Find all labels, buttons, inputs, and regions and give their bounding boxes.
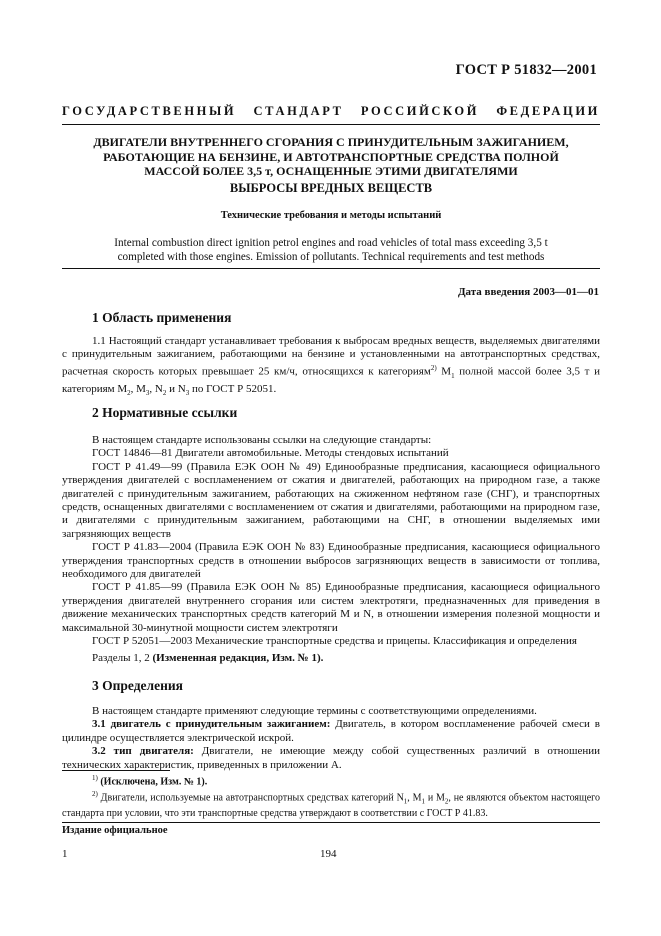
s2-intro: В настоящем стандарте использованы ссылки на следующие стандарты: bbox=[92, 434, 432, 446]
footnote-text: Двигатели, используемые на автотранспортных средствах категорий N bbox=[97, 792, 404, 804]
title-line: ДВИГАТЕЛИ ВНУТРЕННЕГО СГОРАНИЯ С ПРИНУДИТЕЛЬНЫМ ЗАЖИГАНИЕМ, bbox=[93, 135, 569, 149]
title-line: РАБОТАЮЩИЕ НА БЕНЗИНЕ, И АВТОТРАНСПОРТНЫЕ СРЕДСТВА ПОЛНОЙ bbox=[103, 149, 559, 164]
term-definition: Двигатели, не имеющие между собой существенных различий в отношении технических характеристик, приведенных в приложении А. bbox=[62, 745, 600, 771]
reference-item: ГОСТ 14846—81 Двигатели автомобильные. Методы стендовых испытаний bbox=[92, 447, 449, 460]
section-1-heading: 1 Область применения bbox=[92, 310, 232, 325]
term-1 bbox=[62, 718, 600, 745]
s3-intro: В настоящем стандарте применяют следующие термины с соответствующими определениями. bbox=[92, 705, 537, 717]
footnote-2 bbox=[62, 788, 600, 819]
tech-requirements: Технические требования и методы испытаний bbox=[220, 210, 442, 221]
section-2-body bbox=[62, 434, 600, 665]
term-definition: Двигатель, в котором воспламенение рабочей смеси в цилиндре осуществляется электрической искрой. bbox=[62, 718, 600, 744]
footnote-text: , M bbox=[407, 792, 422, 804]
banner-word: СТАНДАРТ bbox=[253, 104, 344, 118]
s1-text: 1.1 Настоящий стандарт устанавливает требования к выбросам вредных веществ, выделяемых двигателями с принудительным зажиганием, работающими на бензине и установленными на автотранспортных средствах, расчетная скорость которых превышает 25 км/ч, относящихся к категориям bbox=[62, 335, 600, 378]
s1-text: полной массой более 3,5 т и категориям М bbox=[62, 365, 600, 396]
term-2 bbox=[62, 745, 600, 772]
s1-sub: 3 bbox=[145, 389, 150, 398]
page-left-number: 1 bbox=[62, 848, 68, 860]
banner-word: РОССИЙСКОЙ bbox=[360, 104, 480, 118]
term-name: 3.2 тип двигателя: bbox=[92, 745, 194, 758]
banner-word: ФЕДЕРАЦИИ bbox=[496, 104, 600, 118]
footnote-mark: 1) bbox=[92, 774, 98, 782]
s1-text: по ГОСТ Р 52051. bbox=[189, 383, 277, 396]
s1-sub: 3 bbox=[185, 389, 190, 398]
title-rule bbox=[62, 268, 600, 269]
section-1-text bbox=[62, 335, 600, 401]
amendment-note bbox=[62, 652, 600, 665]
document-subtitle: ВЫБРОСЫ ВРЕДНЫХ ВЕЩЕСТВ bbox=[229, 181, 433, 195]
footnote-1 bbox=[62, 772, 600, 788]
doc-code: ГОСТ Р 51832—2001 bbox=[455, 62, 597, 78]
section-3-body bbox=[62, 705, 600, 772]
reference-item: ГОСТ Р 41.85—99 (Правила ЕЭК ООН № 85) Единообразные предписания, касающиеся официального утверждения двигателей внутреннего сгорания или систем электротяги, предназначенных для приведения в движение механических транспортных средств категорий М и N, в отношении измерения полезной мощности и максимальной 30-минутной мощности систем электротяги bbox=[62, 581, 600, 634]
footnote-text: , не являются объектом настоящего стандарта при условии, что эти транспортные средства утверждают в соответствии с ГОСТ Р 41.83. bbox=[62, 792, 601, 819]
footnote-sub: 1 bbox=[421, 797, 426, 806]
edition-label: Издание официальное bbox=[62, 825, 168, 836]
section-2-heading: 2 Нормативные ссылки bbox=[92, 405, 238, 420]
english-title bbox=[70, 236, 592, 264]
standard-banner bbox=[62, 104, 600, 119]
s1-sub: 2 bbox=[127, 389, 131, 398]
footnote-text: и M bbox=[425, 792, 445, 804]
footnote-ref: 2) bbox=[430, 363, 437, 372]
s1-text: , N bbox=[149, 383, 163, 396]
reference-item: ГОСТ Р 52051—2003 Механические транспортные средства и прицепы. Классификация и определения bbox=[92, 635, 577, 648]
edition-rule bbox=[62, 822, 600, 823]
intro-date: Дата введения 2003—01—01 bbox=[457, 286, 599, 298]
english-line: completed with those engines. Emission of pollutants. Technical requirements and test methods bbox=[117, 251, 545, 263]
s1-text: , М bbox=[130, 383, 146, 396]
s1-sub: 1 bbox=[451, 371, 455, 380]
note-bold: (Измененная редакция, Изм. № 1). bbox=[152, 651, 324, 664]
banner-rule bbox=[62, 124, 600, 125]
reference-item: ГОСТ Р 41.49—99 (Правила ЕЭК ООН № 49) Единообразные предписания, касающиеся официального утверждения двигателей с воспламенением от сжатия и двигателей, работающих на природном газе, а также двигателей с принудительным зажиганием, работающих на сжиженном нефтяном газе (СНГ), и транспортных средств, оснащенных двигателями с воспламенением от сжатия и двигателями, работающими на природном газе, и двигателями с принудительным зажиганием, работающими на СНГ, в отношении выделяемых ими загрязняющих веществ bbox=[62, 460, 600, 540]
footnotes bbox=[62, 772, 600, 820]
english-line: Internal combustion direct ignition petrol engines and road vehicles of total mass exceeding 3,5 t bbox=[114, 237, 548, 249]
document-title bbox=[70, 135, 592, 179]
s1-sub: 2 bbox=[162, 389, 167, 398]
s1-text: и N bbox=[166, 383, 186, 396]
banner-word: ГОСУДАРСТВЕННЫЙ bbox=[62, 104, 237, 118]
term-name: 3.1 двигатель с принудительным зажиганием: bbox=[92, 718, 331, 731]
footnote-sub: 1 bbox=[403, 797, 408, 806]
footnote-rule bbox=[62, 770, 170, 771]
footnote-sub: 2 bbox=[444, 797, 449, 806]
s1-text: М bbox=[441, 365, 452, 378]
title-line: МАССОЙ БОЛЕЕ 3,5 т, ОСНАЩЕННЫЕ ЭТИМИ ДВИГАТЕЛЯМИ bbox=[144, 164, 518, 178]
footnote-mark: 2) bbox=[92, 790, 98, 799]
page-number: 194 bbox=[320, 848, 337, 860]
section-3-heading: 3 Определения bbox=[92, 678, 183, 693]
note-text: Разделы 1, 2 bbox=[92, 651, 153, 664]
reference-item: ГОСТ Р 41.83—2004 (Правила ЕЭК ООН № 83) Единообразные предписания, касающиеся официального утверждения транспортных средств в отношении выбросов загрязняющих веществ в зависимости от топлива, необходимого для двигателей bbox=[62, 541, 600, 581]
footnote-text: (Исключена, Изм. № 1). bbox=[97, 776, 208, 788]
